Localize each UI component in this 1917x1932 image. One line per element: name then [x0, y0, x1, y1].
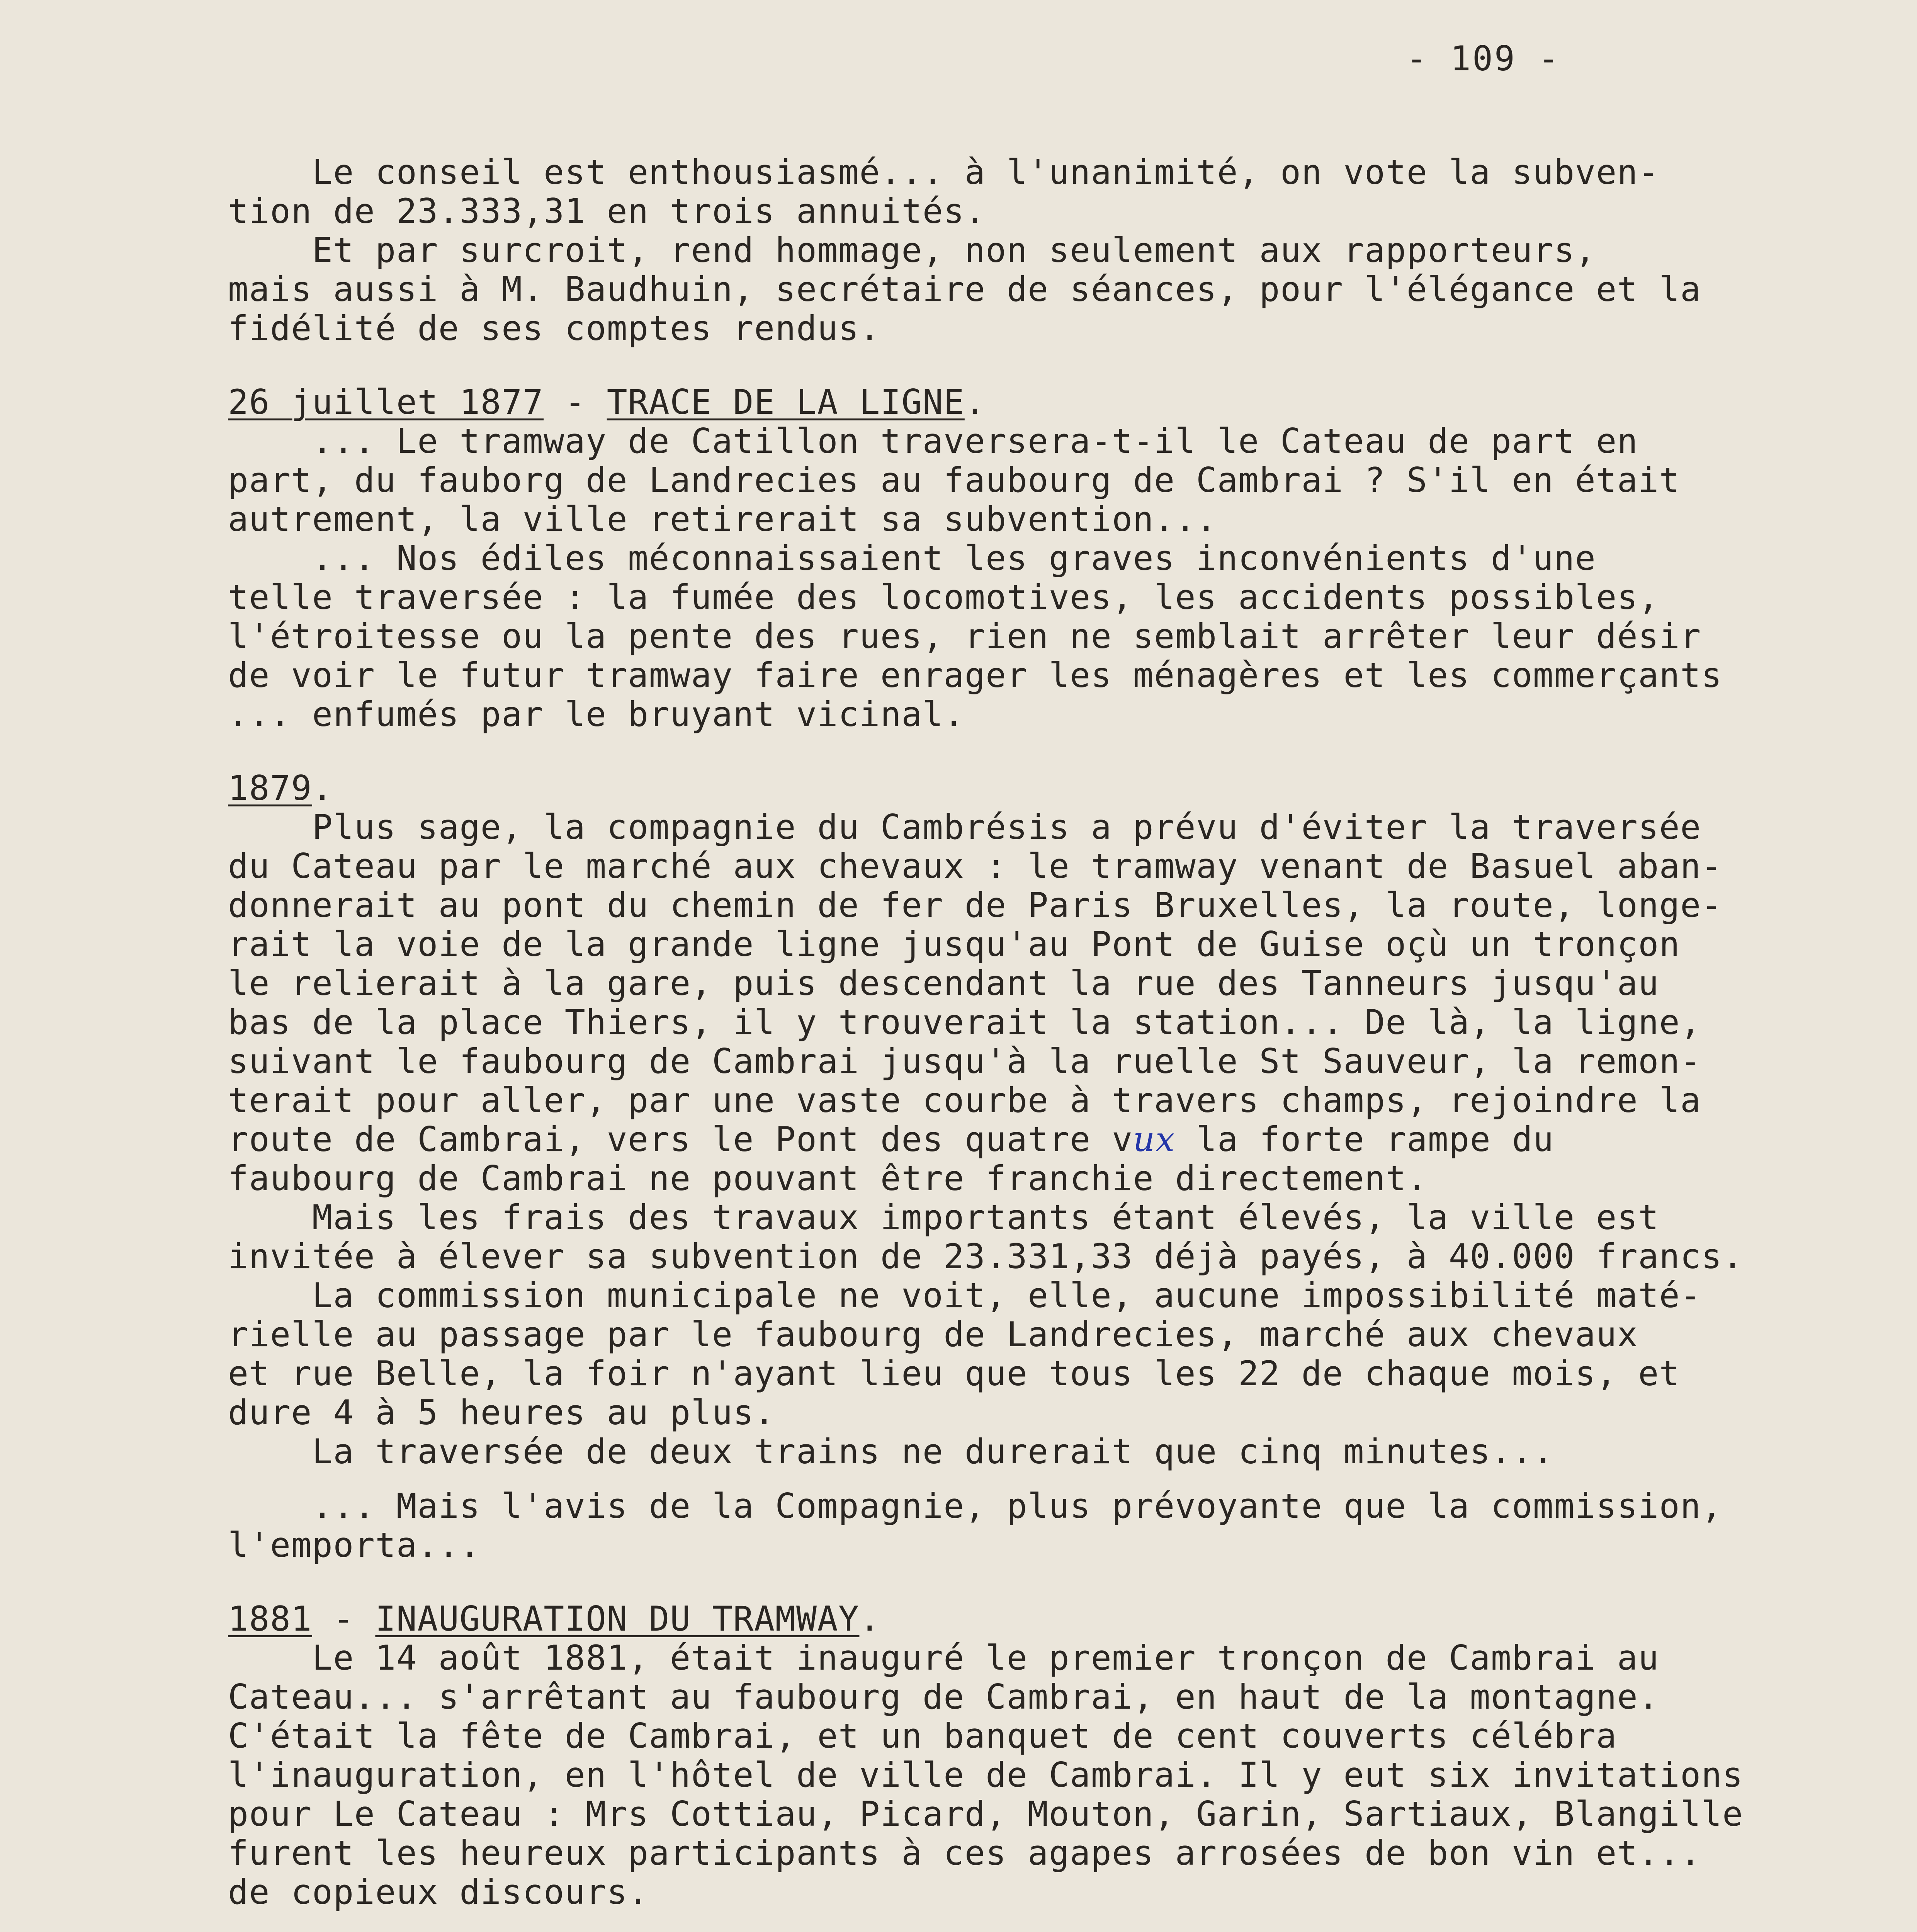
- text-line: mais aussi à M. Baudhuin, secrétaire de séances, pour l'élégance et la: [228, 269, 1701, 309]
- section-heading-1881: 1881 - INAUGURATION DU TRAMWAY.: [228, 1599, 880, 1639]
- text-line: de voir le futur tramway faire enrager les ménagères et les commerçants: [228, 655, 1723, 695]
- text-line: donnerait au pont du chemin de fer de Paris Bruxelles, la route, longe-: [228, 885, 1723, 925]
- text-line: de copieux discours.: [228, 1872, 649, 1912]
- text-line: ... Mais l'avis de la Compagnie, plus prévoyante que la commission,: [228, 1486, 1723, 1526]
- text-line: La commission municipale ne voit, elle, aucune impossibilité maté-: [228, 1276, 1701, 1315]
- text-line: rait la voie de la grande ligne jusqu'au Pont de Guise oçù un tronçon: [228, 924, 1681, 964]
- text-line: fidélité de ses comptes rendus.: [228, 308, 880, 348]
- handwritten-correction: ux: [1133, 1119, 1175, 1159]
- text-line: part, du fauborg de Landrecies au faubourg de Cambrai ? S'il en était: [228, 460, 1681, 500]
- heading-title: TRACE DE LA LIGNE: [607, 382, 965, 422]
- text-line: C'était la fête de Cambrai, et un banquet de cent couverts célébra: [228, 1716, 1617, 1756]
- text-line: l'étroitesse ou la pente des rues, rien ne semblait arrêter leur désir: [228, 616, 1701, 656]
- text-line: Le conseil est enthousiasmé... à l'unanimité, on vote la subven-: [228, 152, 1659, 192]
- text-line: l'emporta...: [228, 1525, 481, 1565]
- text-line: faubourg de Cambrai ne pouvant être franchie directement.: [228, 1158, 1428, 1198]
- text-line: et rue Belle, la foir n'ayant lieu que tous les 22 de chaque mois, et: [228, 1354, 1681, 1393]
- text-line: rielle au passage par le faubourg de Landrecies, marché aux chevaux: [228, 1315, 1638, 1354]
- text-line: Plus sage, la compagnie du Cambrésis a prévu d'éviter la traversée: [228, 807, 1701, 847]
- text-line: tion de 23.333,31 en trois annuités.: [228, 191, 986, 231]
- text-line: l'inauguration, en l'hôtel de ville de Cambrai. Il y eut six invitations: [228, 1755, 1744, 1795]
- heading-date: 26 juillet 1877: [228, 382, 544, 422]
- text-line: pour Le Cateau : Mrs Cottiau, Picard, Mouton, Garin, Sartiaux, Blangille: [228, 1794, 1744, 1834]
- text-line: telle traversée : la fumée des locomotives, les accidents possibles,: [228, 577, 1659, 617]
- text-line: du Cateau par le marché aux chevaux : le tramway venant de Basuel aban-: [228, 846, 1723, 886]
- text-line: autrement, la ville retirerait sa subvention...: [228, 499, 1217, 539]
- text-line: Cateau... s'arrêtant au faubourg de Cambrai, en haut de la montagne.: [228, 1677, 1659, 1717]
- page-number: - 109 -: [1406, 39, 1560, 78]
- heading-year: 1879: [228, 768, 312, 808]
- heading-year: 1881: [228, 1599, 312, 1639]
- text-line: dure 4 à 5 heures au plus.: [228, 1393, 775, 1432]
- text-line: suivant le faubourg de Cambrai jusqu'à la ruelle St Sauveur, la remon-: [228, 1041, 1701, 1081]
- text-line: ... Le tramway de Catillon traversera-t-il le Cateau de part en: [228, 421, 1638, 461]
- text-line: furent les heureux participants à ces agapes arrosées de bon vin et...: [228, 1833, 1701, 1873]
- text-line: Le 14 août 1881, était inauguré le premier tronçon de Cambrai au: [228, 1638, 1659, 1678]
- text-line: terait pour aller, par une vaste courbe à travers champs, rejoindre la: [228, 1080, 1701, 1120]
- text-line: La traversée de deux trains ne durerait que cinq minutes...: [228, 1432, 1554, 1471]
- text-line: bas de la place Thiers, il y trouverait la station... De là, la ligne,: [228, 1002, 1701, 1042]
- text-line: Mais les frais des travaux importants étant élevés, la ville est: [228, 1197, 1659, 1237]
- heading-title: INAUGURATION DU TRAMWAY: [375, 1599, 860, 1639]
- text-line: invitée à élever sa subvention de 23.331,33 déjà payés, à 40.000 francs.: [228, 1236, 1744, 1276]
- section-heading-1877: 26 juillet 1877 - TRACE DE LA LIGNE.: [228, 382, 986, 422]
- text-line: route de Cambrai, vers le Pont des quatre vux la forte rampe du: [228, 1119, 1554, 1159]
- text-line: le relierait à la gare, puis descendant la rue des Tanneurs jusqu'au: [228, 963, 1659, 1003]
- text-line: Et par surcroit, rend hommage, non seulement aux rapporteurs,: [228, 230, 1596, 270]
- text-line: ... Nos édiles méconnaissaient les graves inconvénients d'une: [228, 538, 1596, 578]
- body-text: [228, 153, 1905, 1932]
- section-heading-1879: 1879.: [228, 768, 333, 808]
- text-line: ... enfumés par le bruyant vicinal.: [228, 694, 965, 734]
